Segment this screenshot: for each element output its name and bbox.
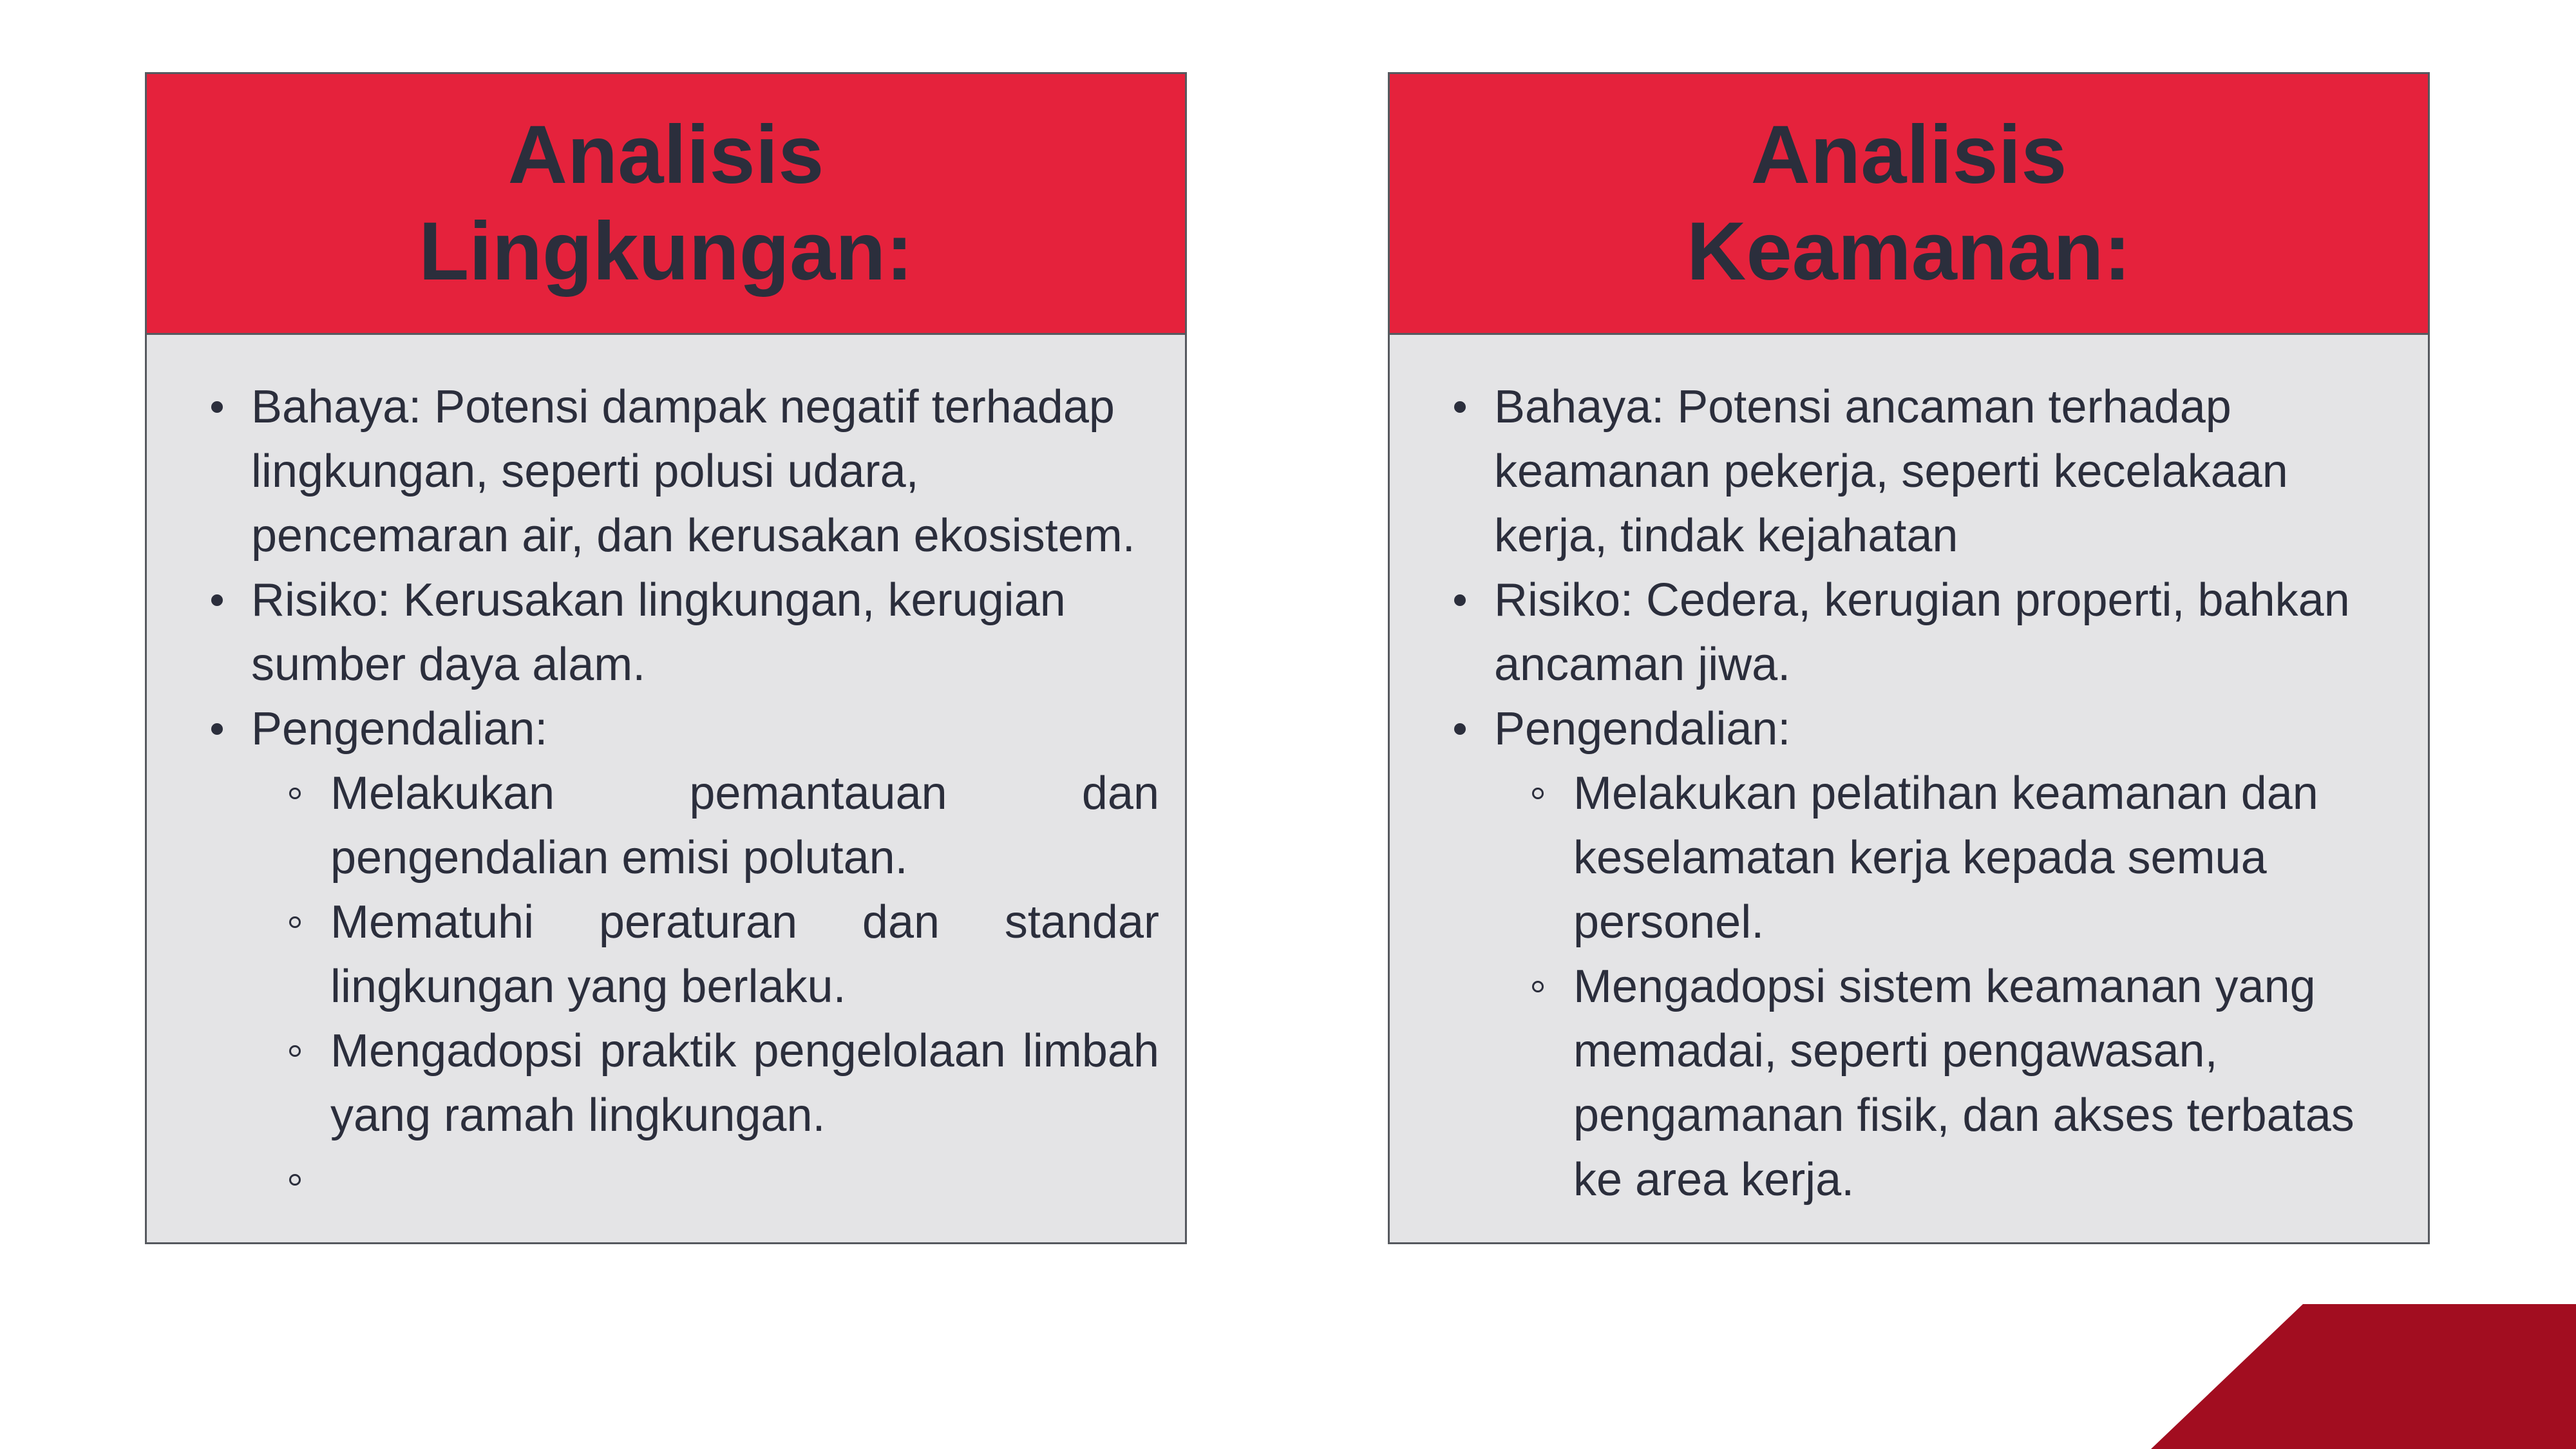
bullet-icon [211, 697, 224, 761]
environment-control-text: Mengadopsi praktik pengelolaan limbah yang ramah lingkungan. [330, 1025, 1159, 1141]
hollow-bullet-icon [289, 761, 306, 826]
corner-decoration-shape [2151, 1304, 2576, 1449]
security-control-text: Melakukan pelatihan keamanan dan keselamatan kerja kepada semua personel. [1573, 768, 2318, 948]
list-item [1573, 954, 2402, 1212]
security-analysis-card [1388, 72, 2430, 1244]
hollow-bullet-icon [1532, 954, 1549, 1019]
hollow-bullet-icon [289, 1019, 306, 1083]
bullet-icon [1454, 568, 1467, 632]
security-card-body [1390, 335, 2428, 1212]
list-item [330, 1019, 1159, 1148]
list-item [1494, 375, 2402, 568]
environment-card-title [419, 107, 913, 300]
security-title-line1: Analisis [1750, 109, 2067, 201]
environment-title-line2: Lingkungan: [419, 205, 913, 298]
security-bullet-list [1390, 375, 2402, 1212]
security-bahaya-text: Bahaya: Potensi ancaman terhadap keamanan pekerja, seperti kecelakaan kerja, tindak kejahatan [1494, 381, 2288, 562]
hollow-bullet-icon [289, 1148, 306, 1212]
environment-control-text: Mematuhi peraturan dan standar lingkungan yang berlaku. [330, 896, 1159, 1012]
security-card-header [1390, 74, 2428, 335]
security-control-text: Mengadopsi sistem keamanan yang memadai, seperti pengawasan, pengamanan fisik, dan akses terbatas ke area kerja. [1573, 961, 2354, 1206]
environment-bahaya-text: Bahaya: Potensi dampak negatif terhadap lingkungan, seperti polusi udara, pencemaran air, dan kerusakan ekosistem. [251, 381, 1135, 562]
security-controls-list [1494, 761, 2402, 1212]
security-title-line2: Keamanan: [1687, 205, 2131, 298]
bullet-icon [211, 568, 224, 632]
security-card-title [1687, 107, 2131, 300]
list-item [251, 375, 1159, 568]
list-item [330, 890, 1159, 1019]
hollow-bullet-icon [1532, 761, 1549, 826]
empty-list-item [330, 1148, 1159, 1212]
list-item [251, 697, 1159, 1212]
list-item [330, 761, 1159, 890]
environment-card-header [147, 74, 1185, 335]
environment-controls-list [251, 761, 1159, 1212]
list-item [251, 568, 1159, 697]
list-item [1494, 568, 2402, 697]
bullet-icon [1454, 697, 1467, 761]
environment-analysis-card [145, 72, 1187, 1244]
corner-decoration-polygon [2151, 1304, 2576, 1449]
environment-title-line1: Analisis [507, 109, 824, 201]
environment-pengendalian-label: Pengendalian: [251, 703, 548, 755]
list-item [1573, 761, 2402, 954]
environment-bullet-list [147, 375, 1159, 1212]
security-pengendalian-label: Pengendalian: [1494, 703, 1791, 755]
hollow-bullet-icon [289, 890, 306, 954]
bullet-icon [1454, 375, 1467, 439]
environment-card-body [147, 335, 1185, 1212]
bullet-icon [211, 375, 224, 439]
security-risiko-text: Risiko: Cedera, kerugian properti, bahkan ancaman jiwa. [1494, 574, 2350, 690]
environment-control-text: Melakukan pemantauan dan pengendalian emisi polutan. [330, 768, 1159, 884]
environment-risiko-text: Risiko: Kerusakan lingkungan, kerugian sumber daya alam. [251, 574, 1066, 690]
list-item [1494, 697, 2402, 1212]
